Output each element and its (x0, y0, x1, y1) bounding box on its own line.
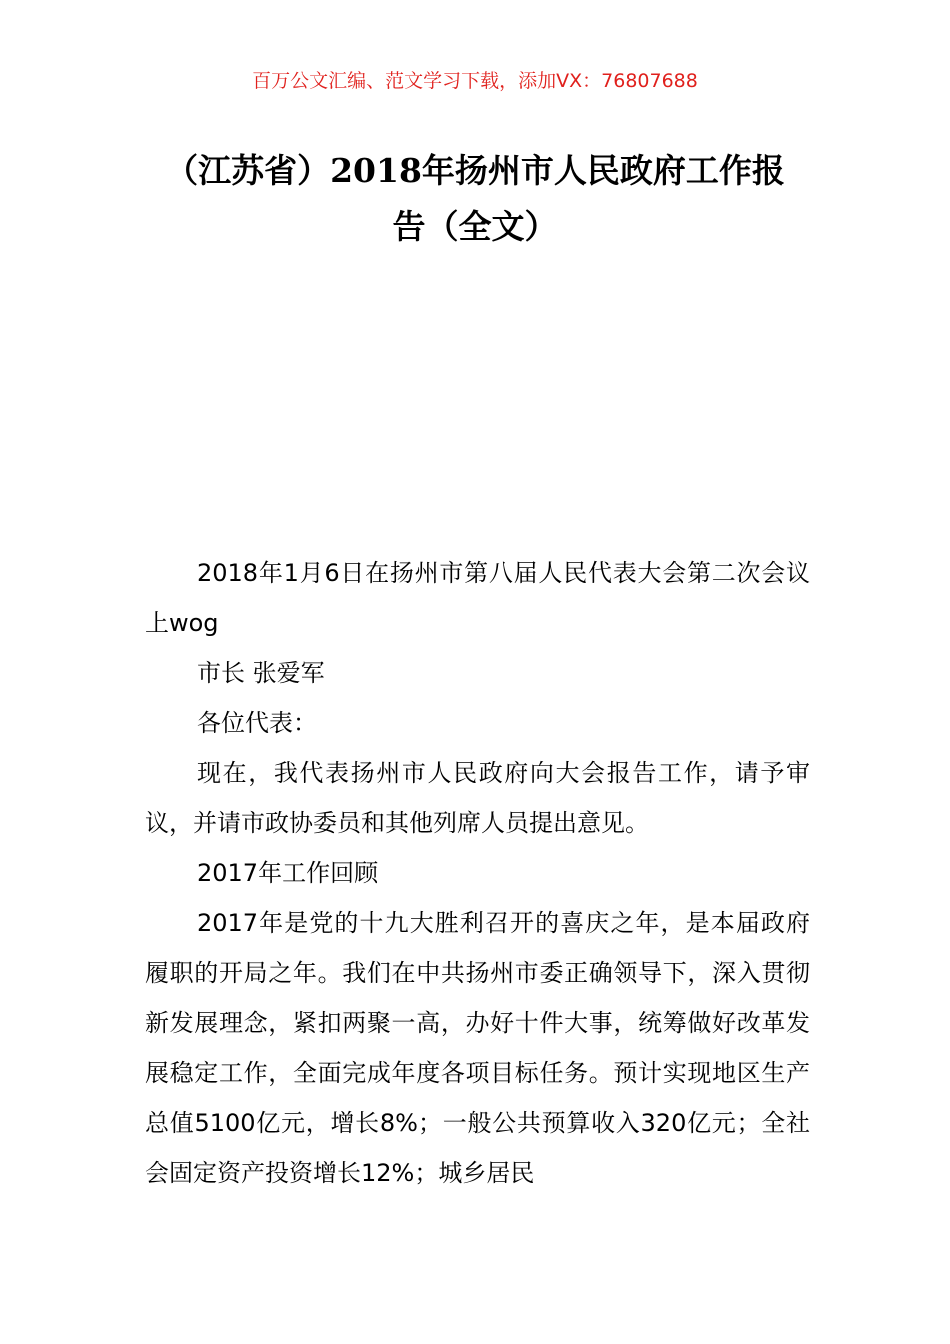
paragraph-review: 2017年是党的十九大胜利召开的喜庆之年，是本届政府履职的开局之年。我们在中共扬州市委正确领导下，深入贯彻新发展理念，紧扣两聚一高，办好十件大事，统筹做好改革发展稳定工作，全面完成年度各项目标任务。预计实现地区生产总值5100亿元，增长8%；一般公共预算收入320亿元；全社会固定资产投资增长12%；城乡居民 (145, 909, 810, 1187)
title-line-2: 告（全文） (392, 207, 558, 246)
paragraph-intro: 现在，我代表扬州市人民政府向大会报告工作，请予审议，并请市政协委员和其他列席人员提出意见。 (145, 759, 810, 837)
paragraph-speaker: 市长 张爱军 (197, 659, 325, 687)
title-line-1: （江苏省）2018年扬州市人民政府工作报 (165, 151, 785, 190)
header-note: 百万公文汇编、范文学习下载，添加VX：76807688 (252, 70, 698, 92)
document-title (140, 143, 810, 255)
paragraph-salutation: 各位代表： (197, 709, 317, 737)
document-body (145, 548, 810, 1198)
paragraph-meeting: 2018年1月6日在扬州市第八届人民代表大会第二次会议上wog (145, 559, 810, 637)
section-heading: 2017年工作回顾 (197, 859, 379, 887)
